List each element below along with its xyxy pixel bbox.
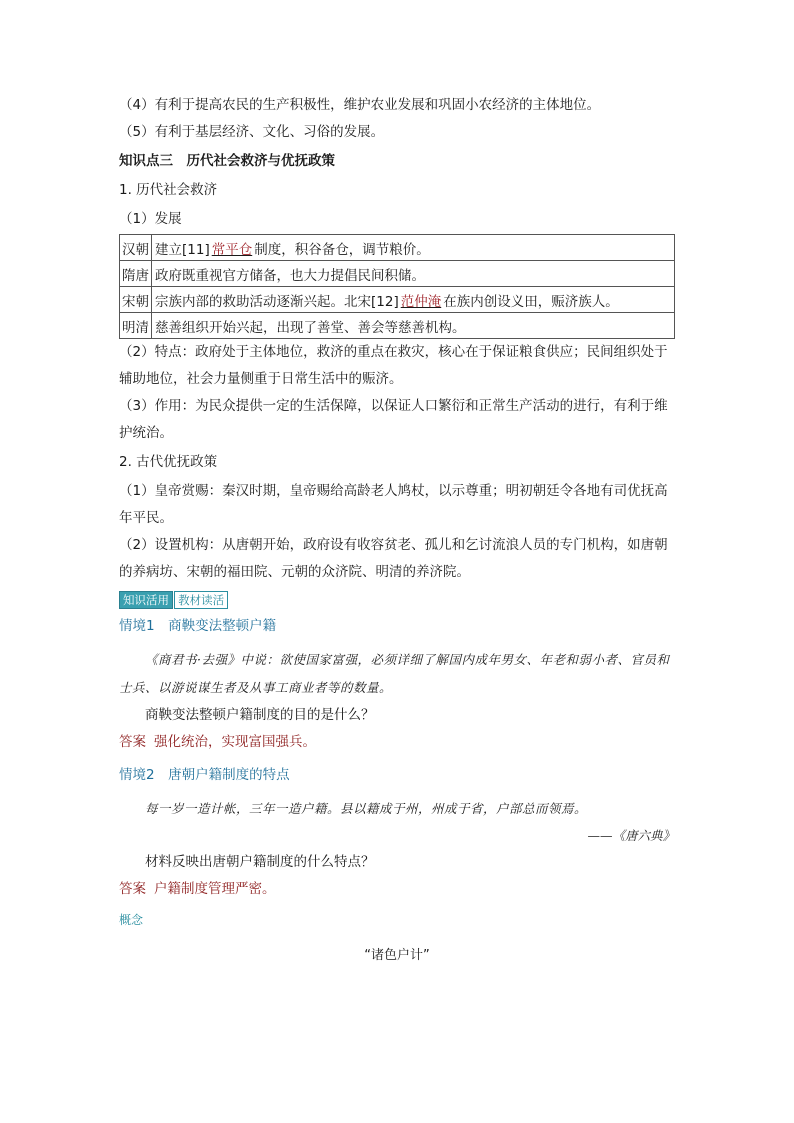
situation-2-source: ——《唐六典》 — [587, 828, 675, 843]
effect-paragraph: （3）作用：为民众提供一定的生活保障，以保证人口繁衍和正常生产活动的进行，有利于维护统治。 — [119, 398, 668, 441]
institution-paragraph: （2）设置机构：从唐朝开始，政府设有收容贫老、孤儿和乞讨流浪人员的专门机构，如唐朝的养病坊、宋朝的福田院、元朝的众济院、明清的养济院。 — [119, 537, 668, 580]
answer-label: 答案 — [119, 734, 146, 750]
reward-paragraph: （1）皇帝赏赐：秦汉时期，皇帝赐给高龄老人鸠杖，以示尊重；明初朝廷令各地有司优抚高年平民。 — [119, 483, 668, 526]
subsection-title-preferential: 2. 古代优抚政策 — [119, 454, 218, 470]
situation-2-title: 情境2 唐朝户籍制度的特点 — [119, 767, 290, 783]
concept-title: “诸色户计” — [364, 948, 430, 963]
features-paragraph: （2）特点：政府处于主体地位，救济的重点在救灾，核心在于保证粮食供应；民间组织处于辅助地位，社会力量侧重于日常生活中的赈济。 — [119, 344, 668, 387]
subsection-title-relief: 1. 历代社会救济 — [119, 182, 218, 198]
content-cell: 宗族内部的救助活动逐渐兴起。北宋[12] 范仲淹 在族内创设义田，赈济族人。 — [152, 287, 675, 313]
fill-blank-answer: 范仲淹 — [400, 293, 442, 310]
situation-2-question: 材料反映出唐朝户籍制度的什么特点？ — [145, 854, 375, 870]
document-page — [119, 92, 675, 963]
section-tags — [119, 589, 675, 607]
table-row — [120, 287, 675, 313]
tag-knowledge-use: 知识活用 — [119, 591, 173, 609]
table-row — [120, 261, 675, 287]
era-cell: 汉朝 — [120, 235, 152, 261]
development-title: （1）发展 — [119, 211, 182, 227]
situation-2-quote: 每一岁一造计帐，三年一造户籍。县以籍成于州，州成于省，户部总而领焉。 — [145, 801, 588, 816]
item-4: （4）有利于提高农民的生产积极性，维护农业发展和巩固小农经济的主体地位。 — [119, 97, 601, 113]
development-table — [119, 234, 675, 339]
era-cell: 隋唐 — [120, 261, 152, 287]
content-cell: 政府既重视官方储备，也大力提倡民间积储。 — [152, 261, 675, 287]
concept-label: 概念 — [119, 913, 144, 927]
situation-2-answer: 答案 户籍制度管理严密。 — [119, 881, 276, 897]
answer-label: 答案 — [119, 881, 146, 897]
fill-blank-answer: 常平仓 — [211, 241, 253, 258]
era-cell: 宋朝 — [120, 287, 152, 313]
content-cell: 建立[11] 常平仓 制度，积谷备仓，调节粮价。 — [152, 235, 675, 261]
situation-1-title: 情境1 商鞅变法整顿户籍 — [119, 618, 277, 634]
situation-1-answer: 答案 强化统治，实现富国强兵。 — [119, 734, 316, 750]
item-5: （5）有利于基层经济、文化、习俗的发展。 — [119, 124, 385, 140]
section-title: 知识点三 历代社会救济与优抚政策 — [119, 153, 335, 169]
era-cell: 明清 — [120, 313, 152, 339]
situation-1-quote: 《商君书·去强》中说：欲使国家富强，必须详细了解国内成年男女、年老和弱小者、官员和士兵、以游说谋生者及从事工商业者等的数量。 — [119, 652, 670, 695]
situation-1-question: 商鞅变法整顿户籍制度的目的是什么？ — [145, 707, 375, 723]
table-row — [120, 313, 675, 339]
content-cell: 慈善组织开始兴起，出现了善堂、善会等慈善机构。 — [152, 313, 675, 339]
table-row — [120, 235, 675, 261]
tag-textbook: 教材读活 — [174, 591, 228, 609]
